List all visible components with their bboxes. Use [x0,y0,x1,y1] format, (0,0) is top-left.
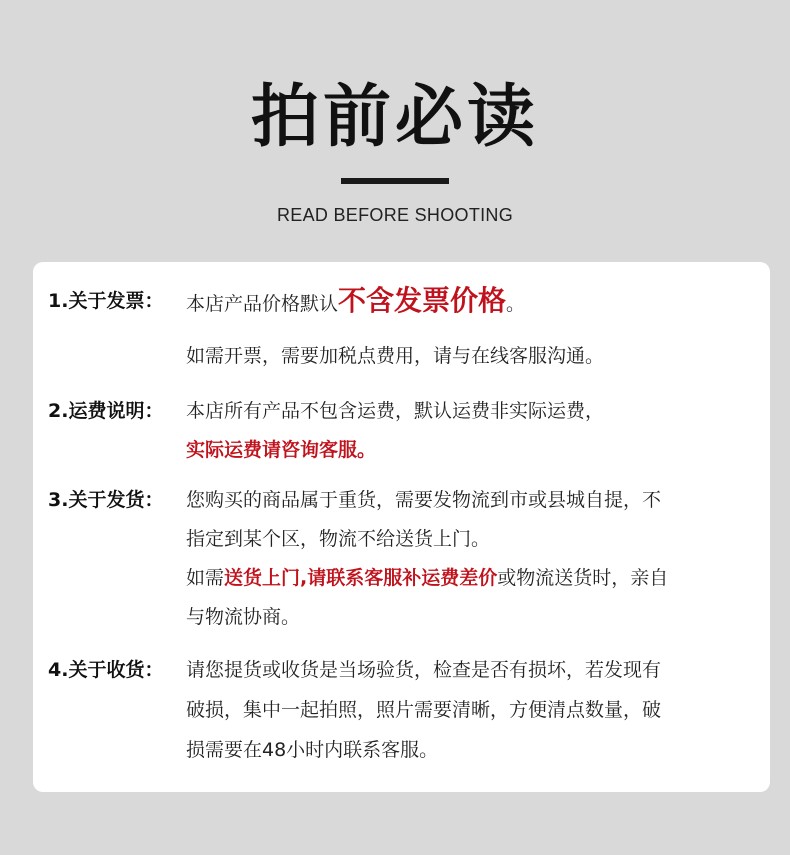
highlight-text: 送货上门,请联系客服补运费差价 [224,567,498,589]
section-text-line: 与物流协商。 [186,606,301,628]
title-underline [341,178,449,184]
section-text-line: 如需开票，需要加税点费用，请与在线客服沟通。 [186,345,605,367]
page-subtitle: READ BEFORE SHOOTING [276,205,514,225]
highlight-text: 不含发票价格 [338,284,507,317]
section-text-line: 您购买的商品属于重货，需要发物流到市或县城自提，不 [186,489,662,511]
text: 或物流送货时，亲自 [497,567,669,589]
section-text-line: 指定到某个区，物流不给送货上门。 [186,528,491,550]
highlight-text: 实际运费请咨询客服。 [186,439,377,461]
section-label: 2.运费说明： [48,400,164,422]
section-text-line: 请您提货或收货是当场验货，检查是否有损坏，若发现有 [186,659,662,681]
text: 本店产品价格默认 [186,293,339,315]
section-label: 4.关于收货： [48,659,164,681]
page-title: 拍前必读 [250,78,539,157]
section-text-line: 损需要在48小时内联系客服。 [186,739,439,761]
text: 。 [506,293,526,315]
section-label: 1.关于发票： [48,290,164,312]
section-text-line [186,563,668,593]
notice-card [33,262,770,792]
section-label: 3.关于发货： [48,489,164,511]
section-text-line: 破损，集中一起拍照，照片需要清晰，方便清点数量，破 [186,699,662,721]
text: 如需 [186,567,225,589]
section-text-line: 本店所有产品不包含运费，默认运费非实际运费， [186,400,605,422]
section-text-line [186,286,525,319]
